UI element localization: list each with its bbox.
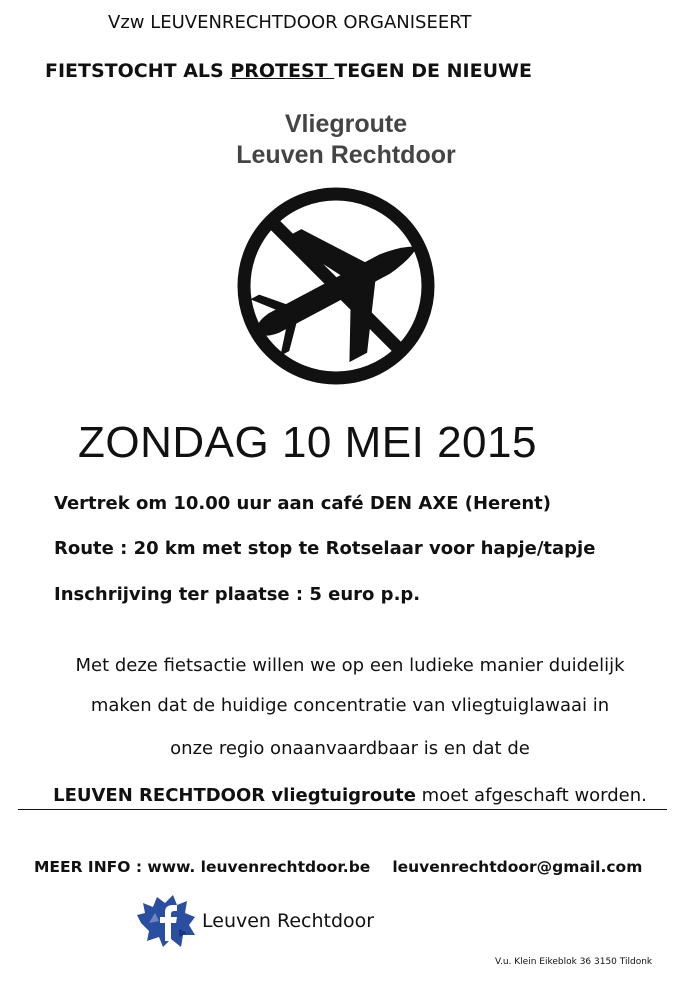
message-line-1: Met deze fietsactie willen we op een ludieke manier duidelijk <box>75 655 625 676</box>
headline-part1: FIETSTOCHT ALS <box>45 60 231 82</box>
email-link[interactable]: leuvenrechtdoor@gmail.com <box>392 858 643 876</box>
headline-part2: TEGEN DE NIEUWE <box>334 60 532 82</box>
organizer-line: Vzw LEUVENRECHTDOOR ORGANISEERT <box>108 12 472 33</box>
event-date: ZONDAG 10 MEI 2015 <box>78 418 537 467</box>
headline <box>45 60 532 82</box>
message-underline <box>18 809 667 810</box>
subtitle-leuven-rechtdoor: Leuven Rechtdoor <box>236 141 456 169</box>
detail-registration: Inschrijving ter plaatse : 5 euro p.p. <box>54 584 421 605</box>
message-line-4 <box>0 785 700 806</box>
message-route-name: LEUVEN RECHTDOOR vliegtuigroute <box>53 785 416 806</box>
message-line-3: onze regio onaanvaardbaar is en dat de <box>170 738 530 759</box>
facebook-icon[interactable] <box>135 893 197 949</box>
message-line-2: maken dat de huidige concentratie van vliegtuiglawaai in <box>90 695 610 716</box>
website-link[interactable]: MEER INFO : www. leuvenrechtdoor.be <box>34 858 371 876</box>
detail-departure: Vertrek om 10.00 uur aan café DEN AXE (Herent) <box>54 493 551 514</box>
facebook-page-name[interactable]: Leuven Rechtdoor <box>202 910 375 932</box>
contact-info <box>34 858 642 876</box>
message-line-4-rest: moet afgeschaft worden. <box>415 785 647 806</box>
detail-route: Route : 20 km met stop te Rotselaar voor hapje/tapje <box>54 538 596 559</box>
no-airplane-icon <box>236 186 436 386</box>
publisher-address: V.u. Klein Eikeblok 36 3150 Tildonk <box>495 957 653 967</box>
subtitle-vliegroute: Vliegroute <box>284 110 408 138</box>
headline-protest: PROTEST <box>230 60 335 82</box>
